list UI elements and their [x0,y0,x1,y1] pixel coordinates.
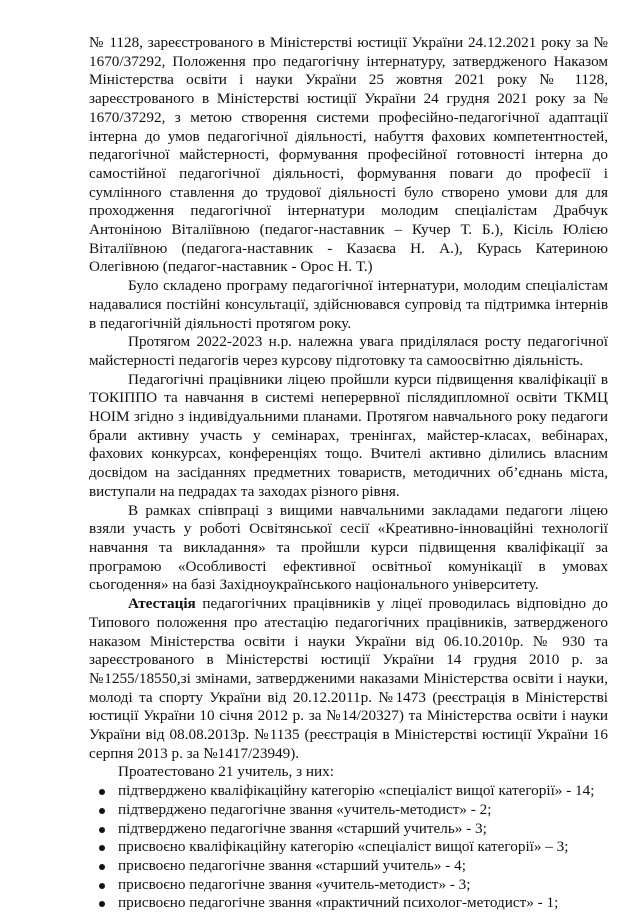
list-item [89,894,608,913]
list-item [89,857,608,876]
paragraph-internship-program: Було складено програму педагогічної інтернатури, молодим спеціалістам надавалися постійні консультації, здійснювався супровід та підтримка інтернів в педагогічній діяльності протягом року. [89,277,608,332]
list-item-text: присвоєно кваліфікаційну категорію «спеціаліст вищої категорії» – 3; [118,838,569,856]
paragraph-university-cooperation: В рамках співпраці з вищими навчальними закладами педагоги ліцею взяли участь у роботі Освітянської сесії «Креативно-інноваційні технології навчання та викладання» та пройшли курси підвищення кваліфікації за програмою «Особливості ефективної освітньої комунікації в умовах сьогодення» на базі Західноукраїнського національного університету. [89,501,608,594]
list-item-text: підтверджено педагогічне звання «старший учитель» - 3; [118,819,487,837]
list-item [89,876,608,895]
list-item-text: присвоєно педагогічне звання «старший учитель» - 4; [118,856,466,874]
bullet-icon [99,789,105,795]
bullet-icon [99,901,105,907]
paragraph-qualification-courses: Педагогічні працівники ліцею пройшли курси підвищення кваліфікації в ТОКІППО та навчання в системі неперервної післядипломної освіти ТКМЦ НОІМ згідно з індивідуальними планами. Протягом навчального року педагоги брали активну участь у семінарах, тренінгах, майстер-класах, вебінарах, фахових конкурсах, конференціях тощо. Вчителі активно ділились власним досвідом на засіданнях предметних товариств, методичних об’єднань міста, виступали на педрадах та заходах різного рівня. [89,370,608,500]
attestation-text: педагогічних працівників у ліцеї проводилась відповідно до Типового положення про атестацію педагогічних працівників, затвердженого наказом Міністерства освіти і науки України від 06.10.2010р. № 930 та зареєстрованого в Міністерстві юстиції України 14 грудня 2010 р. за №1255/18550,зі змінами, затвердженими наказами Міністерства освіти і науки, молоді та спорту України від 20.12.2011р. №1473 (реєстрація в Міністерстві юстиції України 10 січня 2012 р. за №14/20327) та Міністерства освіти і науки України від 08.08.2013р. №1135 (реєстрація в Міністерстві юстиції України 16 серпня 2013 р. за №1417/23949). [89,595,608,762]
list-item [89,801,608,820]
list-item-text: підтверджено кваліфікаційну категорію «спеціаліст вищої категорії» - 14; [118,782,595,800]
paragraph-mastery-growth: Протягом 2022-2023 н.р. належна увага приділялася росту педагогічної майстерності педагогів через курсову підготовку та самоосвітню діяльність. [89,333,608,369]
list-item-text: присвоєно педагогічне звання «учитель-методист» - 3; [118,875,471,893]
attestation-results-list [89,782,608,913]
paragraph-attestation [89,595,608,763]
list-item [89,820,608,839]
bullet-icon [99,864,105,870]
attested-count-intro: Проатестовано 21 учитель, з них: [118,763,334,781]
bullet-icon [99,845,105,851]
paragraph-internship-basis: № 1128, зареєстрованого в Міністерстві юстиції України 24.12.2021 року за № 1670/37292, Положення про педагогічну інтернатуру, затвердженого Наказом Міністерства освіти і науки України 25 жовтня 2021 року № 1128, зареєстрованого в Міністерстві юстиції України 24 грудня 2021 року за № 1670/37292, з метою створення системи професійно-педагогічної адаптації інтерна до умов педагогічної діяльності, набуття фахових компетентностей, педагогічної майстерності, формування професійної готовності інтерна до самостійної педагогічної діяльності, формування поваги до професії і сумлінного ставлення до трудової діяльності було створено умови для для проходження педагогічної інтернатури молодим спеціалістам Драбчук Антоніною Віталіївною (педагог-наставник – Кучер Т. Б.), Кісіль Юлією Віталіївною (педагога-наставник - Казаєва Н. А.), Курась Катериною Олегівною (педагог-наставник - Орос Н. Т.) [89,34,608,276]
bullet-icon [99,808,105,814]
bullet-icon [99,827,105,833]
attestation-heading: Атестація [128,595,196,613]
list-item-text: підтверджено педагогічне звання «учитель-методист» - 2; [118,800,492,818]
list-item [89,838,608,857]
list-item-text: присвоєно педагогічне звання «практичний психолог-методист» - 1; [118,894,559,912]
list-item [89,782,608,801]
bullet-icon [99,883,105,889]
